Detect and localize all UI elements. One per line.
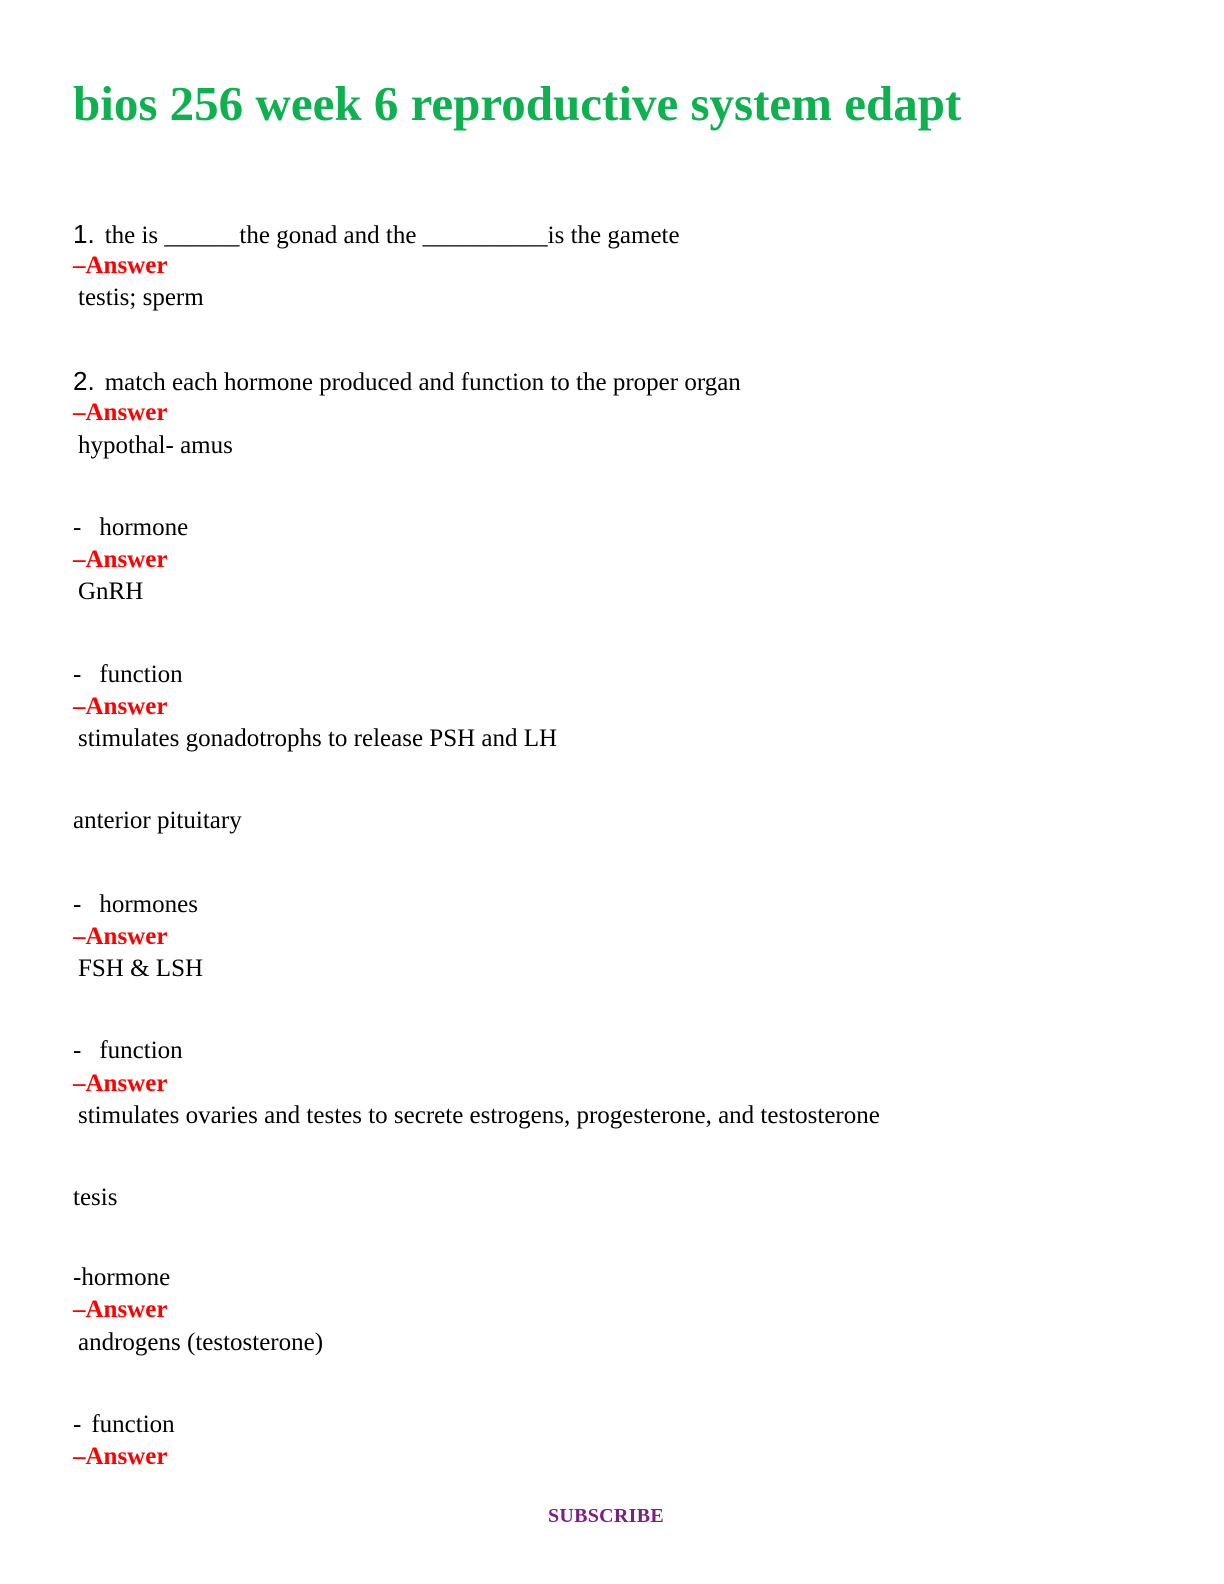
organ-heading: anterior pituitary [73,807,242,834]
subscribe-link[interactable]: SUBSCRIBE [547,1505,665,1527]
answer-text: GnRH [78,578,144,605]
list-dash: - [73,514,82,541]
answer-text: stimulates ovaries and testes to secrete estrogens, progesterone, and testosterone [78,1102,880,1129]
question-text: match each hormone produced and function to the proper organ [104,369,741,396]
answer-text: androgens (testosterone) [78,1329,324,1356]
answer-label: –Answer [73,1070,168,1097]
sub-question [73,513,188,543]
answer-text: hypothal- amus [78,432,233,459]
question-number: 1. [73,219,95,249]
question-1 [73,219,680,251]
answer-label: –Answer [73,1443,168,1470]
list-dash: - [73,1411,82,1438]
answer-label: –Answer [73,546,168,573]
question-text: hormones [99,891,198,918]
answer-text: stimulates gonadotrophs to release PSH and LH [78,725,558,752]
question-text: function [99,1037,183,1064]
list-dash: - [73,891,82,918]
question-text: the is ______the gonad and the __________is the gamete [104,222,680,249]
question-text: hormone [99,514,189,541]
list-dash: - [73,1037,82,1064]
answer-text: testis; sperm [78,284,204,311]
sub-question [73,890,198,920]
answer-text: FSH & LSH [78,955,204,982]
sub-question [73,1263,170,1293]
organ-heading: tesis [73,1184,118,1211]
page-title: bios 256 week 6 reproductive system edapt [73,76,962,131]
answer-label: –Answer [73,399,168,426]
answer-label: –Answer [73,693,168,720]
sub-question [73,1036,183,1066]
question-text: function [99,661,183,688]
question-number: 2. [73,366,95,396]
question-2 [73,366,741,398]
sub-question [73,660,183,690]
question-text: -hormone [73,1264,171,1291]
answer-label: –Answer [73,252,168,279]
list-dash: - [73,661,82,688]
sub-question [73,1410,175,1440]
answer-label: –Answer [73,923,168,950]
answer-label: –Answer [73,1296,168,1323]
question-text: function [91,1411,175,1438]
